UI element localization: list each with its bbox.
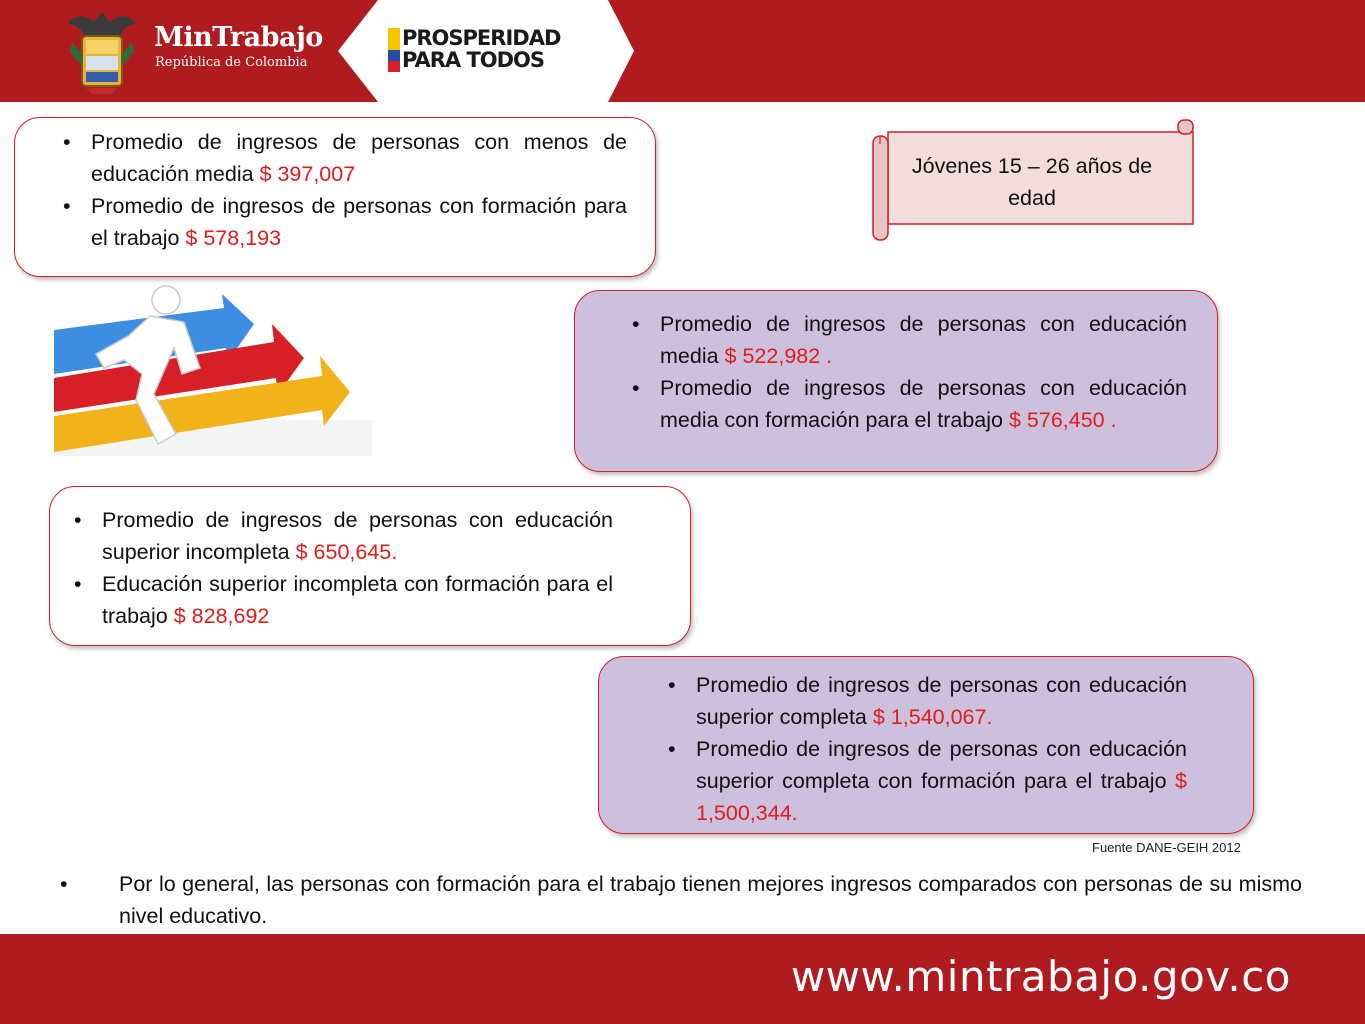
list-item: • Promedio de ingresos de personas con menos de educación media $ 397,007: [63, 130, 627, 186]
campaign-logo-line1: PROSPERIDAD: [402, 26, 561, 50]
footer-bar: [0, 934, 1365, 1024]
list-item: • Promedio de ingresos de personas con educación superior completa $ 1,540,067.: [668, 673, 1187, 729]
list-item: • Promedio de ingresos de personas con educación media $ 522,982 .: [632, 312, 1187, 368]
income-value: $ 397,007: [259, 162, 356, 186]
list-item: • Promedio de ingresos de personas con formación para el trabajo $ 578,193: [63, 194, 627, 250]
income-value: $ 828,692: [173, 604, 270, 628]
list-item: • Promedio de ingresos de personas con educación media con formación para el trabajo $ 576,450 .: [632, 376, 1187, 432]
header-bar: [0, 0, 1365, 102]
conclusion-text: Por lo general, las personas con formación para el trabajo tienen mejores ingresos comparados con personas de su mismo nivel educativo.: [119, 872, 1302, 928]
website-url: www.mintrabajo.gov.co: [790, 952, 1291, 1001]
age-group-label: Jóvenes 15 – 26 años de edad: [911, 154, 1153, 210]
campaign-logo-line2: PARA TODOS: [402, 48, 545, 72]
list-item: • Promedio de ingresos de personas con educación superior incompleta $ 650,645.: [74, 508, 613, 564]
income-value: $ 576,450 .: [1008, 408, 1117, 432]
list-item: • Promedio de ingresos de personas con educación superior completa con formación para el trabajo $ 1,500,344.: [668, 737, 1187, 825]
callout-menos-educacion-media: [14, 117, 656, 277]
colombia-crest-icon: [62, 6, 142, 94]
callout-superior-completa: [598, 656, 1254, 834]
callout-educacion-media: [574, 290, 1218, 472]
conclusion-bullet: • Por lo general, las personas con formación para el trabajo tienen mejores ingresos comparados con personas de su mismo nivel educativo.: [60, 868, 1302, 932]
income-value: $ 1,540,067.: [872, 705, 993, 729]
income-value: $ 650,645.: [295, 540, 398, 564]
income-value: $ 1,500,344.: [696, 769, 1187, 825]
brand-subtitle: República de Colombia: [155, 55, 308, 70]
income-value: $ 522,982 .: [724, 344, 833, 368]
growth-arrows-illustration: [54, 284, 372, 456]
source-note: Fuente DANE-GEIH 2012: [1092, 840, 1241, 855]
brand-title: MinTrabajo: [154, 22, 323, 53]
list-item: • Educación superior incompleta con formación para el trabajo $ 828,692: [74, 572, 613, 628]
colombia-flag-icon: [388, 28, 400, 72]
income-value: $ 578,193: [185, 226, 282, 250]
callout-superior-incompleta: [49, 486, 691, 646]
